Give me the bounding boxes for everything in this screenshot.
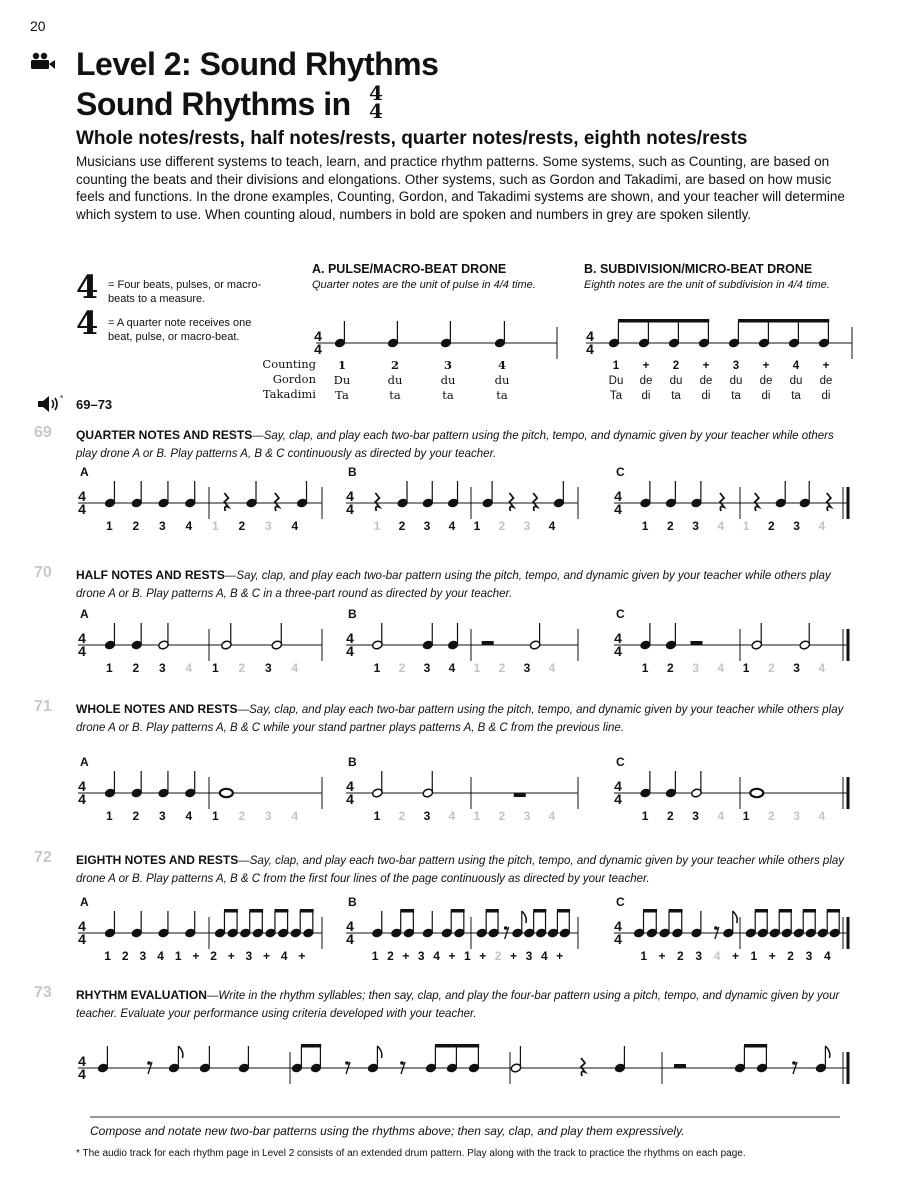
drone-b-heading: B. SUBDIVISION/MICRO-BEAT DRONE [584,262,813,276]
pattern-label: B [348,895,357,909]
exercise-header [76,851,866,887]
count-label: 2 [398,809,406,823]
pattern-label: B [348,607,357,621]
drone-a-subtitle: Quarter notes are the unit of pulse in 4/4 time. [312,279,536,291]
count-label: 2 [210,949,217,963]
eighth-rest-dot [714,926,718,930]
time-signature-bottom: 4 [78,931,86,947]
count-label: 1 [473,519,481,533]
count-label: + [227,949,235,963]
syllable: 2 [390,358,400,372]
title-time-signature: 4 4 [369,81,383,123]
count-label: 3 [139,949,147,963]
beam [618,319,709,323]
syllable: du [440,373,456,387]
exercise-title: QUARTER NOTES AND RESTS [76,428,253,442]
syllable: de [699,375,713,387]
exercise-title: EIGHTH NOTES AND RESTS [76,853,239,867]
half-rest [482,641,494,645]
count-label: 1 [104,949,111,963]
count-label: + [479,949,487,963]
time-signature-bottom: 4 [346,931,354,947]
syllable: ta [731,390,741,402]
count-label: 4 [717,519,725,533]
count-label: 3 [423,809,431,823]
half-rest [674,1064,686,1068]
syllable: du [669,375,683,387]
eighth-flag [825,1046,830,1058]
count-label: 1 [464,949,471,963]
time-signature-top: 4 [614,918,622,934]
half-rest [690,641,702,645]
count-label: 3 [695,949,703,963]
exercise-header [76,986,856,1022]
syllable: ta [671,390,681,402]
count-label: 1 [742,661,750,675]
audio-track-range: 69–73 [76,397,113,412]
count-label: 3 [158,519,166,533]
eighth-rest-dot [504,926,508,930]
exercise-number: 73 [34,984,52,1001]
syllable: di [821,390,831,402]
ts-top-number: 4 [76,268,99,306]
count-label: 1 [742,809,750,823]
count-label: 3 [423,519,431,533]
syllable: ta [389,388,401,402]
count-label: 2 [387,949,394,963]
count-label: 2 [238,661,246,675]
syllable: de [639,375,653,387]
quarter-rest [720,493,724,511]
count-label: + [298,949,306,963]
count-label: 2 [498,809,506,823]
eighth-flag [522,911,527,923]
count-label: + [658,949,666,963]
count-label: 3 [523,809,531,823]
count-label: 3 [525,949,533,963]
exercise-instructions: —Say, clap, and play each two-bar pattern using the pitch, tempo, and dynamic given by your teacher while others play drone A or B. Play patterns A, B & C from the first four lines of the page continuously as directed by your teacher. [76,855,845,885]
quarter-rest [375,493,379,511]
count-label: 4 [548,809,556,823]
count-label: 2 [677,949,684,963]
quarter-rest [581,1058,585,1076]
exercise-number: 71 [34,698,52,715]
syllable: 1 [612,360,620,372]
count-label: 4 [548,519,556,533]
count-label: 3 [523,661,531,675]
drone-a-heading: A. PULSE/MACRO-BEAT DRONE [312,262,507,276]
count-label: 1 [371,949,379,963]
syllable: du [387,373,403,387]
syllable: + [822,360,830,372]
whole-rest [514,793,526,797]
pattern-label: A [80,895,89,909]
count-label: + [263,949,271,963]
quarter-rest [509,493,513,511]
count-label: 1 [105,519,113,533]
syllable: du [729,375,743,387]
pattern-label: A [80,607,89,621]
beam [486,909,499,913]
count-label: 2 [787,949,794,963]
count-label: 4 [823,949,831,963]
count-label: 4 [433,949,440,963]
intro-paragraph: Musicians use different systems to teach, learn, and practice rhythm patterns. Some systems, such as Counting, are based on counting the beats and their divisions and elongations. Other systems, such as Gordon and Takadimi, are based on how music feels and functions. In the drone examples, Counting, Gordon, and Takadimi systems are shown, and your teacher will determine which system to use. When counting aloud, numbers in bold are spoken and numbers in grey are spoken silently. [76,154,845,222]
pattern-label: C [616,755,625,769]
exercise-header [76,426,856,462]
count-label: 3 [264,519,272,533]
beam [744,1044,767,1048]
count-label: 2 [666,519,674,533]
syllable: Ta [609,390,623,402]
count-label: + [510,949,518,963]
beam [755,909,768,913]
count-label: 3 [264,809,272,823]
beam [451,909,465,913]
beam [669,909,683,913]
beam [435,1044,479,1048]
count-label: 4 [291,809,299,823]
eighth-flag [733,911,738,923]
beam [249,909,263,913]
syllable: Ta [335,388,349,402]
ts-bottom-text: = A quarter note receives one beat, pulse, or macro-beat. [108,317,252,343]
count-label: 1 [473,809,481,823]
count-label: 4 [448,809,456,823]
time-signature-top: 4 [346,918,354,934]
eighth-rest-dot [147,1061,151,1065]
count-label: 2 [666,661,674,675]
syllable: ta [496,388,508,402]
count-label: 2 [121,949,129,963]
count-label: 4 [448,519,456,533]
syllable: 1 [337,358,347,372]
syllable: di [701,390,711,402]
beam [400,909,414,913]
time-signature-top: 4 [78,1053,86,1069]
time-signature-top: 4 [78,488,86,504]
time-signature-bottom: 4 [78,1066,86,1082]
count-label: 4 [291,519,299,533]
count-label: 2 [767,519,775,533]
time-signature-top: 4 [78,918,86,934]
syllable: 3 [732,360,740,372]
beam [301,1044,321,1048]
beam [557,909,570,913]
count-label: 4 [818,809,826,823]
quarter-rest [224,493,228,511]
syllable: Du [608,375,624,387]
count-label: 4 [448,661,456,675]
syllable: Du [333,373,351,387]
system-labels: Counting Gordon Takadimi [262,357,316,401]
time-signature-bottom: 4 [614,501,622,517]
page-title: Level 2: Sound Rhythms [76,46,439,82]
count-label: 1 [105,809,113,823]
time-signature-bottom: 4 [78,791,86,807]
beam [643,909,657,913]
count-label: 3 [158,809,166,823]
drone-b-subtitle: Eighth notes are the unit of subdivision in 4/4 time. [584,279,830,291]
beam [738,319,829,323]
count-label: 1 [373,661,381,675]
count-label: 1 [750,949,758,963]
count-label: 2 [132,661,140,675]
time-signature-bottom: 4 [346,501,354,517]
exercise-instructions: —Say, clap, and play each two-bar pattern using the pitch, tempo, and dynamic given by your teacher while others play drone A or B. Play patterns A, B & C continuously as directed by your teacher. [76,430,834,460]
time-signature-bottom: 4 [614,931,622,947]
exercise-instructions: —Write in the rhythm syllables; then say, clap, and play the four-bar pattern using a pitch, tempo, and dynamic given by your teacher. Evaluate your performance using criteria developed with your teacher. [76,990,840,1020]
count-label: 1 [211,661,219,675]
compose-instruction: Compose and notate new two-bar patterns using the rhythms above; then say, clap, and play them expressively. [90,1124,685,1138]
count-label: + [556,949,564,963]
eighth-flag [178,1046,183,1058]
count-label: 4 [717,809,725,823]
count-label: 3 [793,519,800,533]
exercise-instructions: —Say, clap, and play each two-bar pattern using the pitch, tempo, and dynamic given by your teacher while others play drone A or B. Play patterns A, B & C while your stand partner plays patterns A, B & C from the previous line. [76,704,844,734]
ts-bottom-number: 4 [76,304,99,342]
count-label: 4 [540,949,548,963]
count-label: 1 [742,519,750,533]
eighth-rest-dot [345,1061,349,1065]
pattern-label: C [616,895,625,909]
count-label: 1 [641,661,649,675]
time-signature-top: 4 [346,630,354,646]
count-label: 3 [805,949,813,963]
syllable: 3 [443,358,453,372]
count-label: 1 [211,809,219,823]
beam [803,909,816,913]
exercise-header [76,566,856,602]
count-label: 3 [523,519,531,533]
time-signature-top: 4 [314,328,322,344]
count-label: 3 [692,661,699,675]
count-label: 1 [473,661,481,675]
count-label: 4 [280,949,288,963]
time-signature-top: 4 [614,778,622,794]
count-label: + [192,949,200,963]
count-label: 1 [373,519,381,533]
quarter-rest [755,493,759,511]
time-signature-top: 4 [586,328,594,344]
quarter-rest [275,493,279,511]
count-label: 2 [494,949,502,963]
count-label: 2 [666,809,674,823]
time-signature-bottom: 4 [346,643,354,659]
pattern-label: C [616,607,625,621]
quarter-rest [533,493,537,511]
exercise-number: 69 [34,424,52,441]
beam [275,909,289,913]
count-label: 2 [767,661,775,675]
syllable: ta [791,390,801,402]
time-signature-bottom: 4 [314,341,322,357]
count-label: + [768,949,776,963]
count-label: 4 [713,949,721,963]
count-label: 2 [498,519,506,533]
time-signature-top: 4 [78,630,86,646]
pattern-label: A [80,755,89,769]
eighth-rest-dot [792,1061,796,1065]
time-signature-bottom: 4 [614,791,622,807]
syllable: 4 [792,360,800,372]
exercise-number: 70 [34,564,52,581]
count-label: 3 [245,949,253,963]
count-label: + [731,949,739,963]
count-label: 2 [767,809,775,823]
count-label: 1 [105,661,113,675]
eighth-rest-dot [400,1061,404,1065]
count-label: 4 [291,661,299,675]
count-label: 3 [793,661,800,675]
time-signature-top: 4 [614,488,622,504]
count-label: 4 [548,661,556,675]
pattern-label: A [80,465,89,479]
count-label: 4 [185,661,193,675]
whole-note [750,789,763,797]
syllable: + [642,360,650,372]
syllable: + [762,360,770,372]
time-signature-bottom: 4 [346,791,354,807]
count-label: 3 [417,949,425,963]
count-label: 3 [423,661,431,675]
count-label: 1 [174,949,182,963]
time-signature-bottom: 4 [614,643,622,659]
beam [224,909,238,913]
pattern-label: C [616,465,625,479]
count-label: 3 [692,519,699,533]
exercise-title: WHOLE NOTES AND RESTS [76,702,238,716]
beam [827,909,840,913]
syllable: di [641,390,651,402]
ts-top-text: = Four beats, pulses, or macro-beats to a measure. [108,279,262,305]
syllable: de [819,375,833,387]
exercise-title: HALF NOTES AND RESTS [76,568,225,582]
page-number: 20 [30,18,46,34]
syllable: de [759,375,773,387]
beam [779,909,792,913]
svg-text:*: * [60,394,64,403]
count-label: 2 [238,809,246,823]
whole-note [220,789,233,797]
count-label: 4 [157,949,164,963]
count-label: 3 [793,809,800,823]
count-label: 4 [185,809,193,823]
pattern-label: B [348,755,357,769]
section-heading: Whole notes/rests, half notes/rests, quarter notes/rests, eighth notes/rests [76,128,748,149]
syllable: du [494,373,510,387]
count-label: + [402,949,410,963]
syllable: + [702,360,710,372]
exercise-header [76,700,846,736]
time-signature-top: 4 [346,778,354,794]
beam [300,909,314,913]
count-label: 4 [818,519,826,533]
count-label: 2 [398,661,406,675]
beam [533,909,546,913]
time-signature-top: 4 [78,778,86,794]
count-label: 2 [238,519,246,533]
count-label: 2 [498,661,506,675]
count-label: 1 [641,809,649,823]
time-signature-bottom: 4 [78,501,86,517]
exercise-title: RHYTHM EVALUATION [76,988,207,1002]
quarter-rest [827,493,831,511]
count-label: + [448,949,456,963]
eighth-flag [377,1046,382,1058]
count-label: 1 [373,809,381,823]
count-label: 1 [641,519,649,533]
footnote: * The audio track for each rhythm page in Level 2 consists of an extended drum pattern. Play along with the track to practice the rhythms on each page. [76,1148,746,1159]
time-signature-top: 4 [614,630,622,646]
exercise-instructions: —Say, clap, and play each two-bar pattern using the pitch, tempo, and dynamic given by your teacher while others play drone A or B. Play patterns A, B & C in a three-part round as directed by your teacher. [76,570,831,600]
count-label: 3 [264,661,272,675]
exercise-number: 72 [34,849,52,866]
syllable: ta [442,388,454,402]
count-label: 2 [132,809,140,823]
count-label: 3 [692,809,699,823]
time-signature-bottom: 4 [586,341,594,357]
count-label: 2 [132,519,140,533]
divider [90,1116,840,1118]
count-label: 1 [211,519,219,533]
syllable: di [761,390,771,402]
count-label: 1 [640,949,648,963]
count-label: 2 [398,519,406,533]
syllable: 4 [497,358,507,372]
syllable: 2 [672,360,680,372]
syllable: du [789,375,803,387]
time-signature-bottom: 4 [78,643,86,659]
count-label: 4 [717,661,725,675]
count-label: 3 [158,661,166,675]
count-label: 4 [185,519,193,533]
page-subtitle: Sound Rhythms in [76,86,351,122]
pattern-label: B [348,465,357,479]
time-signature-top: 4 [346,488,354,504]
count-label: 4 [818,661,826,675]
